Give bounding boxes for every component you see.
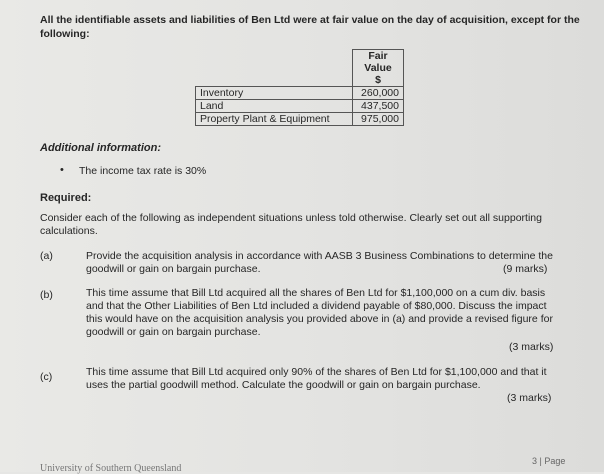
bullet-icon: • (60, 164, 64, 176)
question-c-marks: (3 marks) (507, 392, 552, 404)
table-row (196, 100, 404, 113)
table-row (196, 87, 404, 100)
question-b-label: (b) (40, 289, 53, 301)
row-item: Inventory (196, 87, 353, 100)
row-value: 260,000 (353, 87, 404, 100)
fair-value-table (195, 49, 404, 126)
table-row (196, 113, 404, 126)
row-item: Land (196, 100, 353, 113)
question-b-text: This time assume that Bill Ltd acquired all the shares of Ben Ltd for $1,100,000 on a cum div. basis and that the Other Liabilities of Ben Ltd included a dividend payable of $80,000. Discuss the impact this would have on the acquisition analysis you provided above in (a) and provide a revised figure for goodwill or gain on bargain purchase. (86, 287, 553, 338)
fair-value-header: Fair Value $ (353, 50, 404, 87)
row-item: Property Plant & Equipment (196, 113, 353, 126)
footer-university: University of Southern Queensland (40, 463, 182, 474)
additional-info-heading: Additional information: (40, 142, 161, 154)
table-header-row (196, 50, 404, 87)
intro-text: All the identifiable assets and liabilities of Ben Ltd were at fair value on the day of acquisition, except for the following: (40, 14, 580, 40)
required-heading: Required: (40, 192, 92, 204)
question-a-text: Provide the acquisition analysis in accordance with AASB 3 Business Combinations to determine the goodwill or gain on bargain purchase. (86, 250, 553, 275)
question-b-marks: (3 marks) (509, 341, 554, 353)
question-a-marks: (9 marks) (503, 263, 548, 275)
question-c-text: This time assume that Bill Ltd acquired only 90% of the shares of Ben Ltd for $1,100,000 and that it uses the partial goodwill method. Calculate the goodwill or gain on bargain purchase. (86, 366, 547, 391)
footer-page-number: 3 | Page (532, 456, 566, 466)
question-a-label: (a) (40, 250, 53, 262)
row-value: 975,000 (353, 113, 404, 126)
row-value: 437,500 (353, 100, 404, 113)
question-c-label: (c) (40, 371, 53, 383)
bullet-text: The income tax rate is 30% (79, 165, 207, 177)
required-intro: Consider each of the following as independent situations unless told otherwise. Clearly set out all supporting calculations. (40, 212, 542, 237)
